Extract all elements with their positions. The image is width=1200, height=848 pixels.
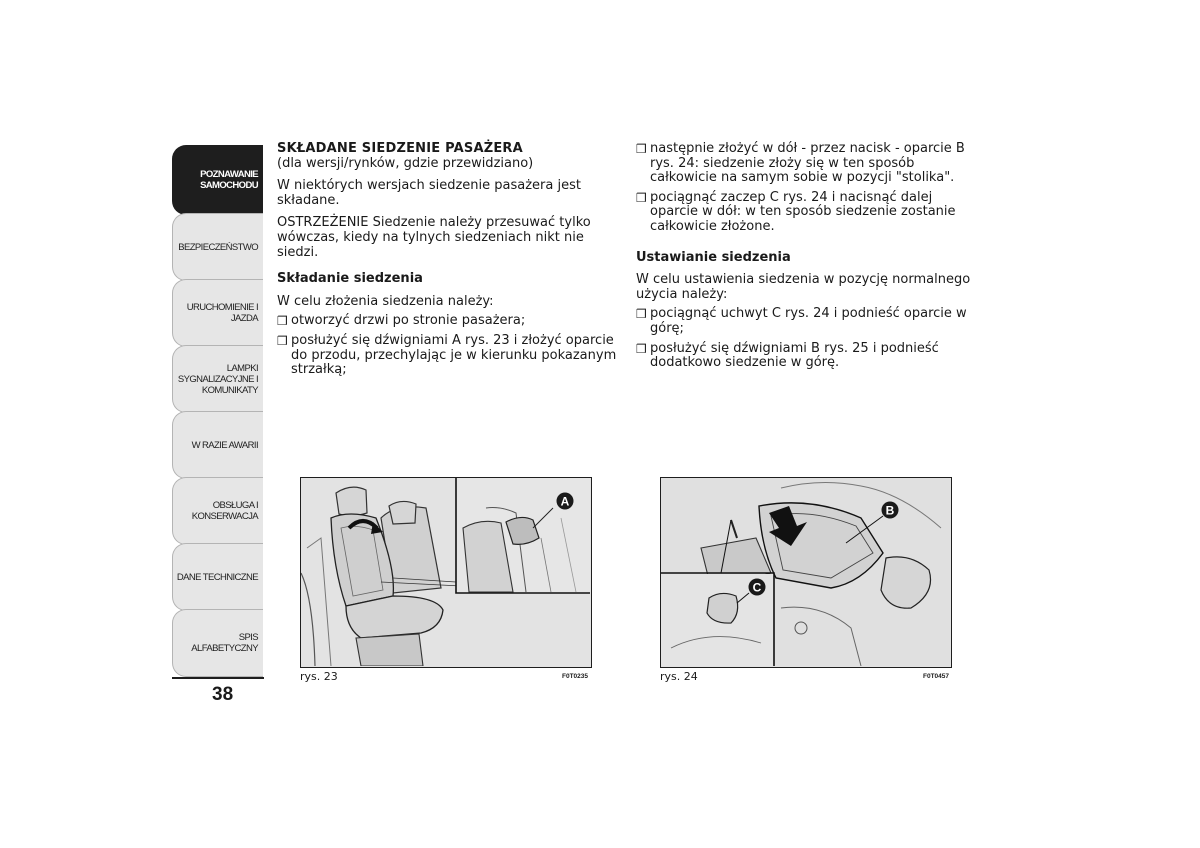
figure-24-seat-illustration [660, 477, 952, 668]
tab-w-razie-awarii[interactable]: W RAZIE AWARII [172, 411, 263, 479]
checkbox-bullet-icon: ❒ [636, 142, 647, 156]
positioning-heading: Ustawianie siedzenia [636, 249, 791, 265]
section-title: SKŁADANE SIEDZENIE PASAŻERA [277, 141, 523, 156]
list-item: ❒ następnie złożyć w dół - przez nacisk - oparcie B rys. 24: siedzenie złoży się w ten sposób całkowicie na samym sobie w pozycji "stolika". [636, 141, 965, 186]
figure-label-c: C [752, 580, 762, 595]
figure-label-b: B [885, 503, 895, 518]
checkbox-bullet-icon: ❒ [277, 314, 288, 329]
list-item: ❒ posłużyć się dźwigniami B rys. 25 i podnieść dodatkowo siedzenie w górę. [636, 340, 939, 371]
left-column [277, 142, 617, 383]
tab-bottom-rule [172, 677, 264, 679]
section-subtitle: (dla wersji/rynków, gdzie przewidziano) [277, 155, 534, 171]
tab-lampki-sygnalizacyjne[interactable]: LAMPKI SYGNALIZACYJNE I KOMUNIKATY [172, 345, 263, 413]
figure-label-a: A [560, 494, 570, 509]
tab-obsluga-i-konserwacja[interactable]: OBSŁUGA I KONSERWACJA [172, 477, 263, 545]
tab-dane-techniczne[interactable]: DANE TECHNICZNE [172, 543, 263, 611]
list-item: ❒ posłużyć się dźwigniami A rys. 23 i złożyć oparcie do przodu, przechylając je w kierunku pokazanym strzałką; [277, 332, 617, 378]
list-item: ❒ pociągnąć zaczep C rys. 24 i nacisnąć dalej oparcie w dół: w ten sposób siedzenie zostanie całkowicie złożone. [636, 189, 956, 234]
tab-bezpieczenstwo[interactable]: BEZPIECZEŃSTWO [172, 213, 263, 281]
figure-24-code: F0T0457 [923, 673, 950, 680]
figure-23-seat-illustration [300, 477, 592, 668]
right-column [636, 142, 981, 376]
checkbox-bullet-icon: ❒ [277, 333, 288, 348]
checkbox-bullet-icon: ❒ [636, 341, 647, 356]
tab-poznawanie-samochodu[interactable]: POZNAWANIE SAMOCHODU [172, 145, 263, 215]
folded-seat-drawing [661, 478, 950, 666]
intro-paragraph: W niektórych wersjach siedzenie pasażera jest składane. [277, 178, 581, 208]
figure-23-caption: rys. 23 [300, 670, 338, 683]
figure-24-caption: rys. 24 [660, 670, 698, 683]
folding-heading: Składanie siedzenia [277, 271, 423, 287]
page-number: 38 [212, 684, 234, 705]
tab-uruchomienie-i-jazda[interactable]: URUCHOMIENIE I JAZDA [172, 279, 263, 347]
checkbox-bullet-icon: ❒ [636, 307, 647, 322]
list-item: ❒ pociągnąć uchwyt C rys. 24 i podnieść oparcie w górę; [636, 306, 967, 336]
tab-spis-alfabetyczny[interactable]: SPIS ALFABETYCZNY [172, 609, 263, 677]
checkbox-bullet-icon: ❒ [636, 190, 647, 205]
folding-intro: W celu złożenia siedzenia należy: [277, 293, 494, 309]
list-item: ❒ otworzyć drzwi po stronie pasażera; [277, 313, 526, 329]
warning-paragraph: OSTRZEŻENIE Siedzenie należy przesuwać tylko wówczas, kiedy na tylnych siedzeniach nikt nie siedzi. [277, 215, 591, 260]
figure-23-code: F0T0235 [562, 673, 589, 680]
seat-drawing [301, 478, 590, 666]
positioning-intro: W celu ustawienia siedzenia w pozycję normalnego użycia należy: [636, 272, 971, 302]
